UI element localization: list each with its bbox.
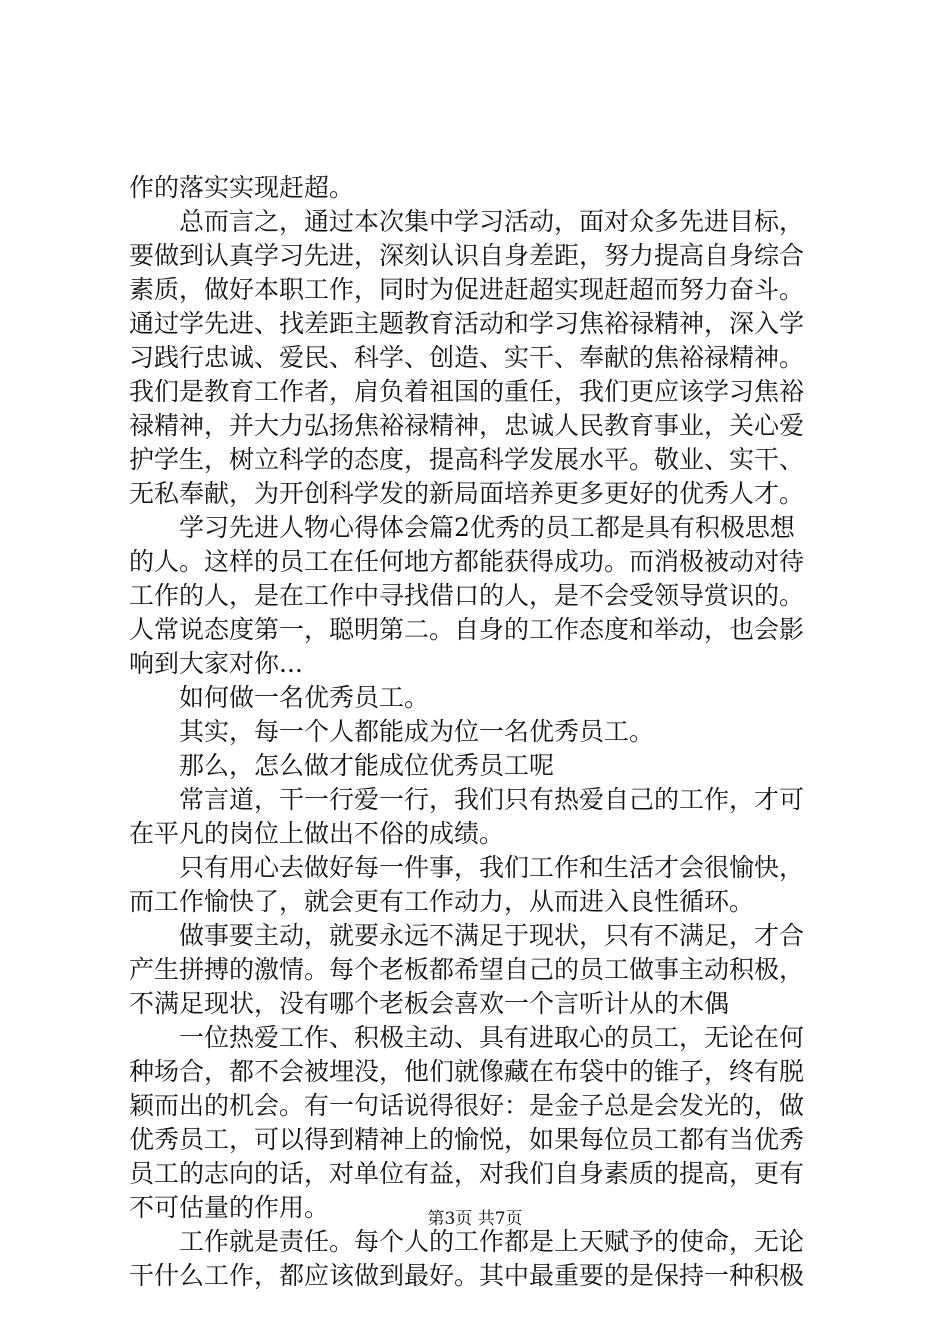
text-line: 通过学先进、找差距主题教育活动和学习焦裕禄精神，深入学 xyxy=(129,309,805,338)
text-line: 总而言之，通过本次集中学习活动，面对众多先进目标， xyxy=(179,207,805,236)
text-line: 常言道，干一行爱一行，我们只有热爱自己的工作，才可 xyxy=(179,785,805,814)
text-line: 在平凡的岗位上做出不俗的成绩。 xyxy=(129,819,505,848)
page-number-label: 第3页 共7页 xyxy=(427,1209,523,1229)
text-line: 那么，怎么做才能成位优秀员工呢 xyxy=(179,751,555,780)
text-line: 员工的志向的话，对单位有益，对我们自身素质的提高，更有 xyxy=(129,1159,805,1188)
text-line: 其实，每一个人都能成为位一名优秀员工。 xyxy=(179,717,655,746)
text-line: 无私奉献，为开创科学发的新局面培养更多更好的优秀人才。 xyxy=(129,479,805,508)
text-line: 习践行忠诚、爱民、科学、创造、实干、奉献的焦裕禄精神。 xyxy=(129,343,805,372)
text-line: 不可估量的作用。 xyxy=(129,1193,330,1222)
text-line: 响到大家对你... xyxy=(129,649,303,678)
text-line: 干什么工作，都应该做到最好。其中最重要的是保持一种积极 xyxy=(129,1261,805,1290)
text-line: 产生拼搏的激情。每个老板都希望自己的员工做事主动积极， xyxy=(129,955,805,984)
text-line: 护学生，树立科学的态度，提高科学发展水平。敬业、实干、 xyxy=(129,445,805,474)
text-line: 优秀员工，可以得到精神上的愉悦，如果每位员工都有当优秀 xyxy=(129,1125,805,1154)
text-line: 作的落实实现赶超。 xyxy=(129,173,355,202)
text-line: 如何做一名优秀员工。 xyxy=(179,683,430,712)
text-line: 的人。这样的员工在任何地方都能获得成功。而消极被动对待 xyxy=(129,547,805,576)
text-line: 学习先进人物心得体会篇2优秀的员工都是具有积极思想 xyxy=(179,513,795,542)
text-line: 不满足现状，没有哪个老板会喜欢一个言听计从的木偶 xyxy=(129,989,730,1018)
page-footer xyxy=(0,1207,950,1231)
text-line: 颖而出的机会。有一句话说得很好：是金子总是会发光的，做 xyxy=(129,1091,805,1120)
text-line: 人常说态度第一，聪明第二。自身的工作态度和举动，也会影 xyxy=(129,615,805,644)
text-line: 而工作愉快了，就会更有工作动力，从而进入良性循环。 xyxy=(129,887,755,916)
text-line: 做事要主动，就要永远不满足于现状，只有不满足，才合 xyxy=(179,921,805,950)
text-line: 要做到认真学习先进，深刻认识自身差距，努力提高自身综合 xyxy=(129,241,805,270)
text-line: 素质，做好本职工作，同时为促进赶超实现赶超而努力奋斗。 xyxy=(129,275,805,304)
text-line: 种场合，都不会被埋没，他们就像藏在布袋中的锥子，终有脱 xyxy=(129,1057,805,1086)
text-line: 工作的人，是在工作中寻找借口的人，是不会受领导赏识的。 xyxy=(129,581,805,610)
text-line: 禄精神，并大力弘扬焦裕禄精神，忠诚人民教育事业，关心爱 xyxy=(129,411,805,440)
text-line: 我们是教育工作者，肩负着祖国的重任，我们更应该学习焦裕 xyxy=(129,377,805,406)
text-line: 工作就是责任。每个人的工作都是上天赋予的使命，无论 xyxy=(179,1227,805,1256)
text-line: 只有用心去做好每一件事，我们工作和生活才会很愉快， xyxy=(179,853,805,882)
document-body xyxy=(129,171,829,1293)
text-line: 一位热爱工作、积极主动、具有进取心的员工，无论在何 xyxy=(179,1023,805,1052)
